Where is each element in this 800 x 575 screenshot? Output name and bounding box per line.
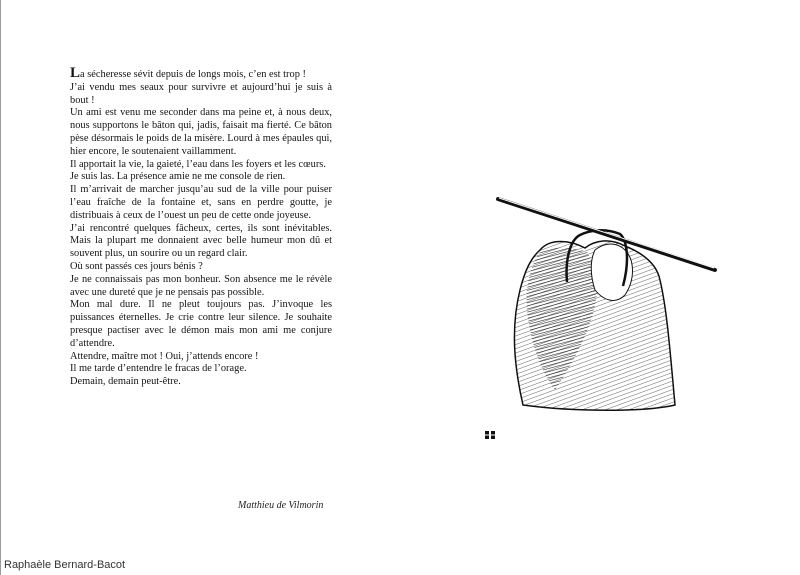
poem-line: Un ami est venu me seconder dans ma peine et, à nous deux, nous supportons le bâton qui, jadis, faisait ma fierté. Ce bâton pèse désormais le poids de la misère. Lourd à mes épaules qui, hier encore, le soutenaient vaillamment. (70, 107, 332, 157)
poem-line: Je ne connaissais pas mon bonheur. Son absence me le révèle avec une dureté que je ne pensais pas possible. (70, 273, 332, 298)
page-ornament-icon (484, 430, 496, 440)
poem-line: Où sont passés ces jours bénis ? (70, 260, 203, 272)
sack-hanging-from-stick-icon (495, 190, 720, 420)
poem-line: Il apportait la vie, la gaieté, l’eau dans les foyers et les cœurs. (70, 158, 326, 170)
poem-line: Demain, demain peut-être. (70, 376, 181, 388)
poem-line: Mon mal dure. Il ne pleut toujours pas. J’invoque les puissances éternelles. Je crie contre leur silence. Je souhaite presque pactiser avec le démon mais mon ami me conjure d’attendre. (70, 299, 332, 349)
poem-line: Il me tarde d’entendre le fracas de l’orage. (70, 363, 247, 375)
image-credit: Raphaèle Bernard-Bacot (4, 559, 126, 571)
poem-line: J’ai vendu mes seaux pour survivre et aujourd’hui je suis à bout ! (70, 81, 332, 106)
poem-line: J’ai rencontré quelques fâcheux, certes, ils sont inévitables. Mais la plupart me donnaient avec belle humeur mon dû et souvent plus, un sourire ou un regard clair. (70, 222, 332, 260)
drop-cap: L (70, 65, 81, 81)
poem-line: La sécheresse sévit depuis de longs mois, c’en est trop ! (70, 65, 306, 81)
author-signature: Matthieu de Vilmorin (238, 500, 324, 511)
page-left-border (0, 0, 1, 575)
poem-text (70, 65, 332, 389)
poem-line: Attendre, maître mot ! Oui, j’attends encore ! (70, 350, 259, 362)
poem-line: Il m’arrivait de marcher jusqu’au sud de la ville pour puiser l’eau fraîche de la fontaine et, sans en perdre goutte, je distribuais à ceux de l’ouest un peu de cette onde joyeuse. (70, 184, 332, 221)
poem-line: Je suis las. La présence amie ne me console de rien. (70, 171, 286, 183)
